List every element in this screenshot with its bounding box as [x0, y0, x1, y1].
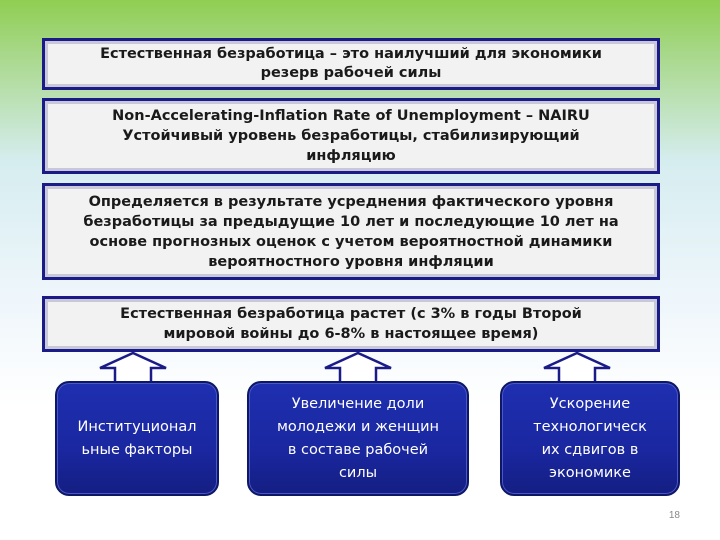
factor-technological — [500, 381, 680, 496]
growth-box — [42, 296, 660, 352]
slide-number: 18 — [668, 510, 680, 521]
factor-demographic-text: Увеличение доли молодежи и женщин в составе рабочей силы — [276, 395, 440, 481]
nairu-box — [42, 98, 660, 174]
factor-demographic — [247, 381, 469, 496]
factor-institutional-text: Институционал ьные факторы — [77, 418, 197, 458]
nairu-text: Non-Accelerating-Inflation Rate of Unemployment – NAIRU Устойчивый уровень безработицы, стабилизирующий инфляцию — [112, 108, 590, 164]
method-text: Определяется в результате усреднения фактического уровня безработицы за предыдущие 10 лет и последующие 10 лет на основе прогнозных оценок с учетом вероятностной динамики вероятностного уровня инфляции — [83, 193, 619, 270]
growth-text: Естественная безработица растет (с 3% в годы Второй мировой войны до 6-8% в настоящее время) — [120, 306, 582, 342]
method-box — [42, 183, 660, 280]
factor-technological-text: Ускорение технологическ их сдвигов в экономике — [533, 395, 647, 481]
definition-text: Естественная безработица – это наилучший для экономики резерв рабочей силы — [100, 46, 602, 81]
definition-box — [42, 38, 660, 90]
factor-institutional — [55, 381, 219, 496]
